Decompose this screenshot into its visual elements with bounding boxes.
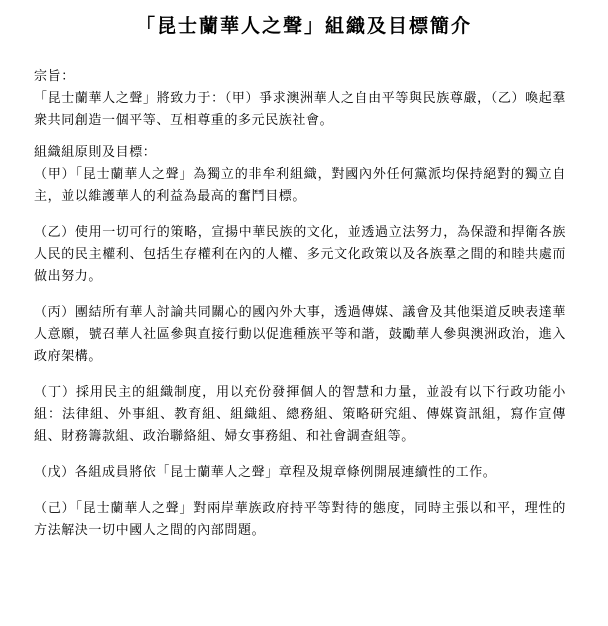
principle-item-wu: （戊）各組成員將依「昆士蘭華人之聲」章程及規章條例開展連續性的工作。 bbox=[34, 465, 497, 480]
purpose-heading: 宗旨： bbox=[34, 69, 75, 84]
purpose-text: 「昆士蘭華人之聲」將致力于：（甲）爭求澳洲華人之自由平等與民族尊嚴，（乙）喚起羣衆共同創造一個平等、互相尊重的多元民族社會。 bbox=[34, 91, 566, 128]
document-title: 「昆士蘭華人之聲」組織及目標簡介 bbox=[135, 15, 472, 37]
principles-heading: 組織組原則及目標： bbox=[34, 145, 157, 160]
document-body bbox=[34, 66, 566, 542]
principle-item-jia: （甲）「昆士蘭華人之聲」為獨立的非牟利組織，對國內外任何黨派均保持絕對的獨立自主，並以維護華人的利益為最高的奮鬥目標。 bbox=[34, 167, 566, 204]
principle-item-yi: （乙）使用一切可行的策略，宣揚中華民族的文化，並透過立法努力，為保證和捍衛各族人民的民主權利、包括生存權利在內的人權、多元文化政策以及各族羣之間的和睦共處而做出努力。 bbox=[34, 225, 566, 284]
principle-item-ji: （己）「昆士蘭華人之聲」對兩岸華族政府持平等對待的態度，同時主張以和平，理性的方法解決一切中國人之間的內部問題。 bbox=[34, 501, 566, 538]
principle-item-ding: （丁）採用民主的組織制度，用以充份發揮個人的智慧和力量，並設有以下行政功能小組：法律組、外事組、教育組、組織組、總務組、策略研究組、傳媒資訊組，寫作宣傳組、財務籌款組、政治聯絡組、婦女事務組、和社會調查組等。 bbox=[34, 385, 566, 444]
principle-item-bing: （丙）團結所有華人討論共同關心的國內外大事，透過傳媒、議會及其他渠道反映表達華人意願，號召華人社區參與直接行動以促進種族平等和諧，鼓勵華人參與澳洲政治，進入政府架構。 bbox=[34, 305, 566, 364]
